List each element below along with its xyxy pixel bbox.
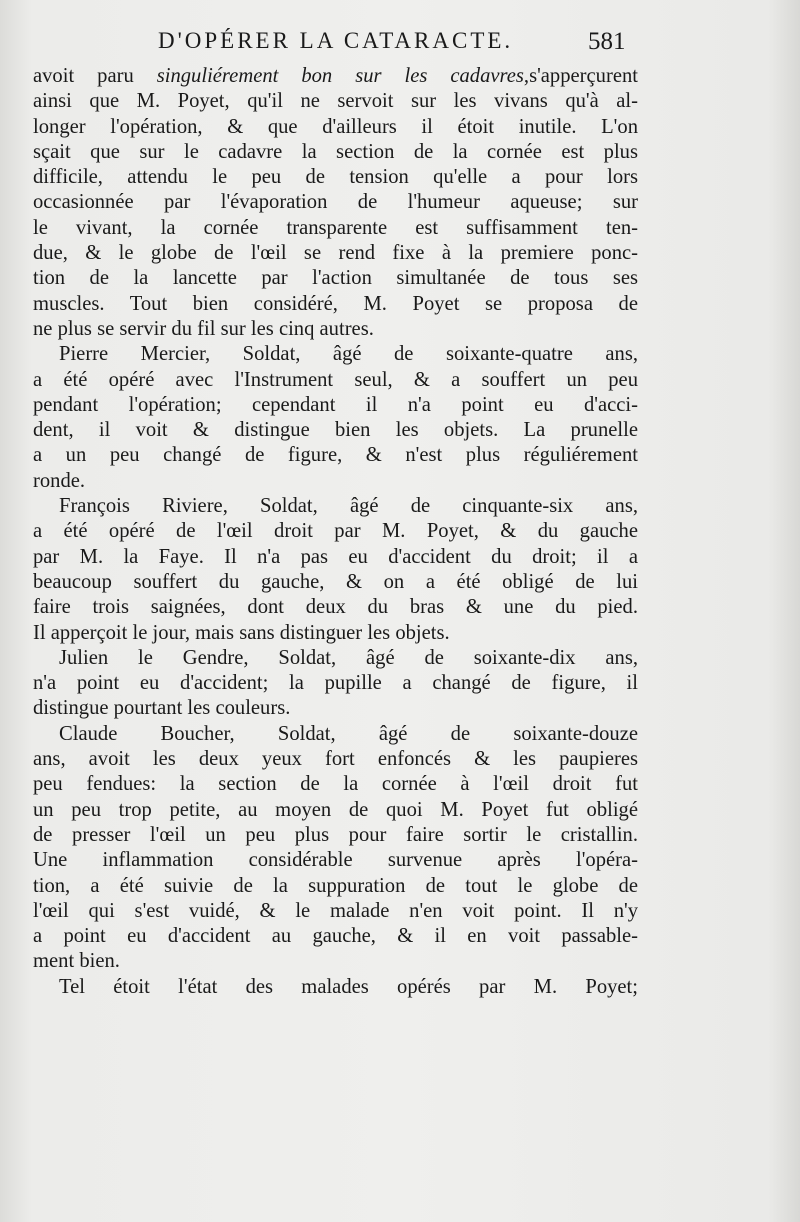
text-line: pendant l'opération; cependant il n'a point eu d'acci- [33,393,638,416]
text-line: a point eu d'accident au gauche, & il en voit passable- [33,925,638,948]
text-line: beaucoup souffert du gauche, & on a été obligé de lui [33,570,638,593]
text-line: difficile, attendu le peu de tension qu'elle a pour lors [33,166,638,189]
text-line: un peu trop petite, au moyen de quoi M. Poyet fut obligé [33,798,638,821]
text-line: le vivant, la cornée transparente est suffisamment ten- [33,216,638,239]
text-line: muscles. Tout bien considéré, M. Poyet se proposa de [33,292,638,315]
text-line: a un peu changé de figure, & n'est plus réguliérement [33,444,638,467]
text-line: sçait que sur le cadavre la section de la cornée est plus [33,140,638,163]
text-line: a été opéré de l'œil droit par M. Poyet, & du gauche [33,520,638,543]
text-line: ne plus se servir du fil sur les cinq autres. [33,317,374,340]
line-text-opening: avoit paru singuliérement bon sur les cadavres,s'apperçurent [33,65,638,87]
text-line: de presser l'œil un peu plus pour faire sortir le cristallin. [33,823,638,846]
text-line: Une inflammation considérable survenue après l'opéra- [33,849,638,872]
text-line: faire trois saignées, dont deux du bras & une du pied. [33,596,638,619]
text-line: Il apperçoit le jour, mais sans distinguer les objets. [33,621,450,644]
text-line: ment bien. [33,950,120,973]
text-line: tion de la lancette par l'action simultanée de tous ses [33,267,638,290]
paragraph-start-line: Julien le Gendre, Soldat, âgé de soixante-dix ans, [59,646,638,669]
text-line: l'œil qui s'est vuidé, & le malade n'en voit point. Il n'y [33,899,638,922]
text-line: occasionnée par l'évaporation de l'humeur aqueuse; sur [33,191,638,214]
paragraph-start-line: Claude Boucher, Soldat, âgé de soixante-douze [59,722,638,745]
text-line: a été opéré avec l'Instrument seul, & a souffert un peu [33,368,638,391]
page-header [0,28,800,64]
text-line: tion, a été suivie de la suppuration de tout le globe de [33,874,638,897]
text-line: n'a point eu d'accident; la pupille a changé de figure, il [33,672,638,695]
body-text [33,64,638,1000]
text-line: ainsi que M. Poyet, qu'il ne servoit sur les vivans qu'à al- [33,90,638,113]
text-line: ans, avoit les deux yeux fort enfoncés & les paupieres [33,748,638,771]
page-number: 581 [588,28,626,55]
paragraph-start-line: Tel étoit l'état des malades opérés par M. Poyet; [59,975,638,998]
text-line: distingue pourtant les couleurs. [33,697,291,720]
text-line: due, & le globe de l'œil se rend fixe à la premiere ponc- [33,242,638,265]
running-title: D'OPÉRER LA CATARACTE. [158,28,514,53]
text-line: longer l'opération, & que d'ailleurs il étoit inutile. L'on [33,115,638,138]
text-line: par M. la Faye. Il n'a pas eu d'accident du droit; il a [33,545,638,568]
italic-phrase: singuliérement bon sur les cadavres [156,65,524,87]
text-line: ronde. [33,469,86,492]
text-line: dent, il voit & distingue bien les objets. La prunelle [33,419,638,442]
text-line [33,64,638,89]
text-line: peu fendues: la section de la cornée à l'œil droit fut [33,773,638,796]
paragraph-start-line: François Riviere, Soldat, âgé de cinquante-six ans, [59,495,638,518]
paragraph-start-line: Pierre Mercier, Soldat, âgé de soixante-quatre ans, [59,343,638,366]
